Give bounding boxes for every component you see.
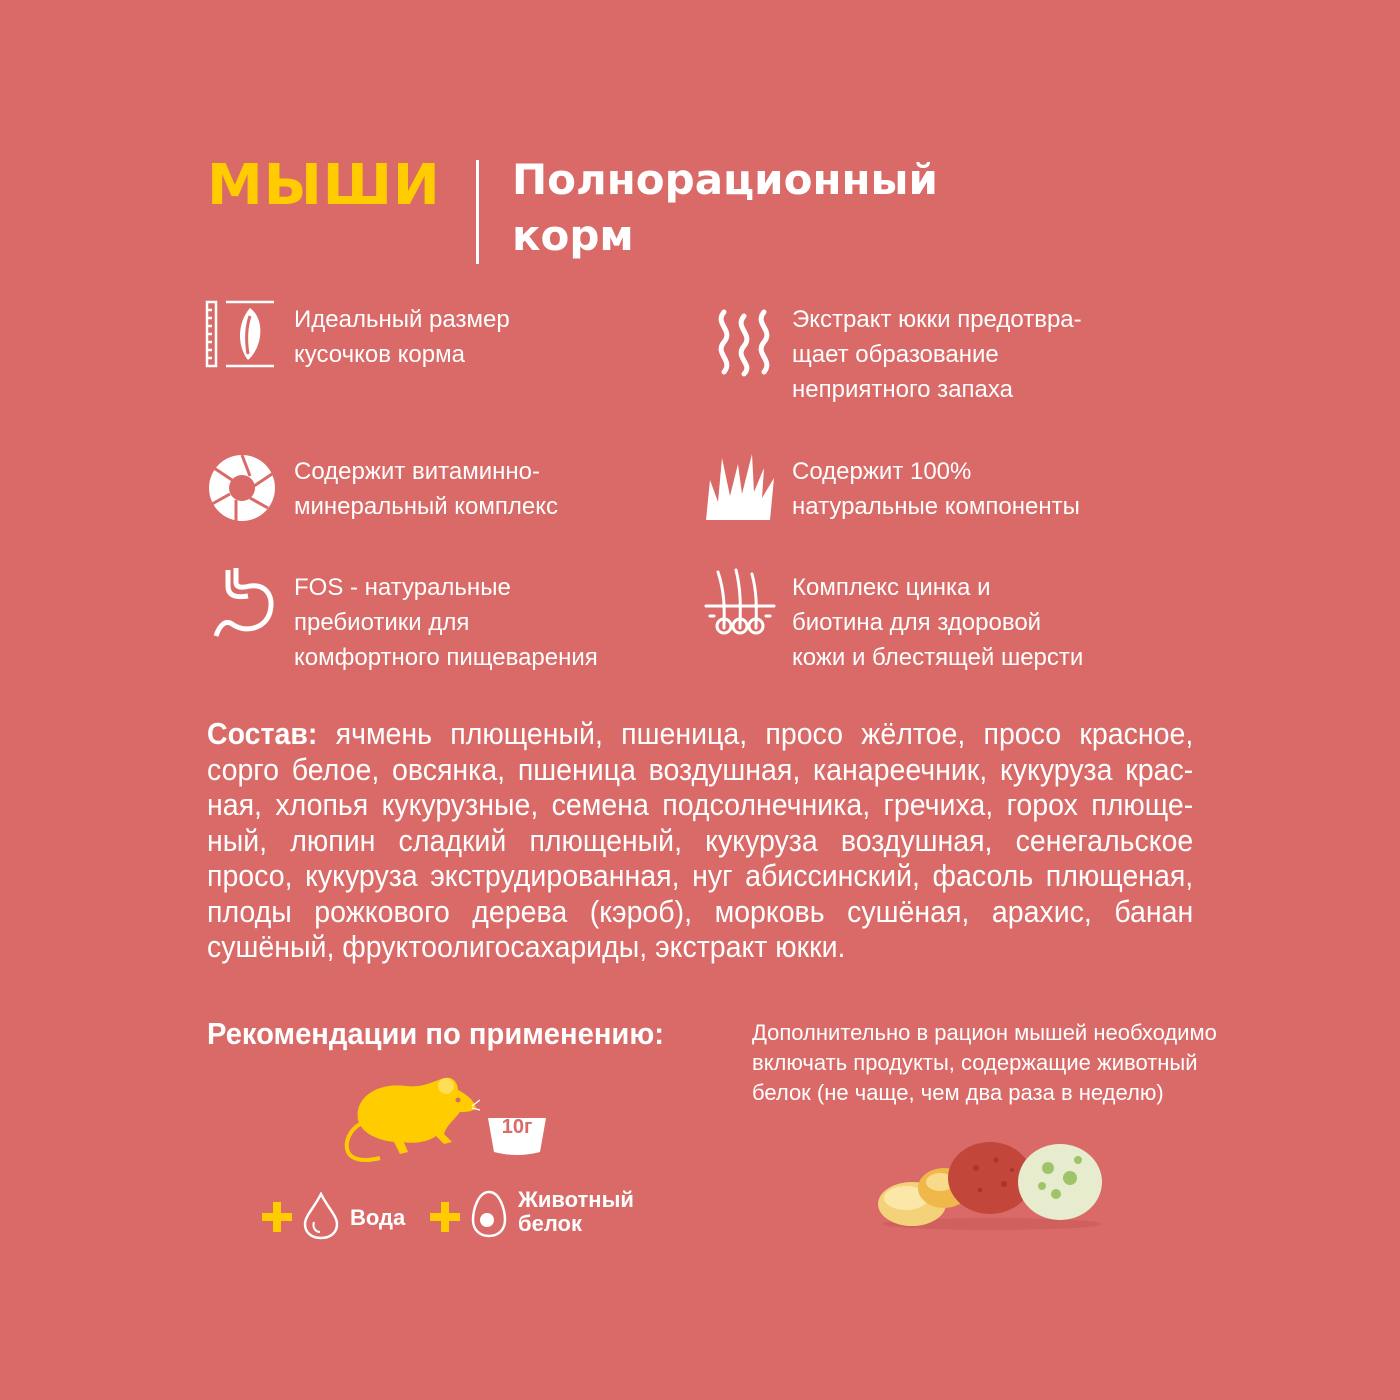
water-label: Вода — [350, 1205, 406, 1230]
composition-ingredients: ячмень плющеный, пшеница, просо жёлтое, просо красное, сорго белое, овсянка, пшеница воздушная, канареечник, кукуруза красная, хлопья кукурузные, семена подсолнечника, гречиха, горох плющеный, люпин сладкий плющеный, кукуруза воздушная, сенегальское просо, кукуруза экструдированная, нуг абиссинский, фасоль плющеная, плоды рожкового дерева (кэроб), морковь сушёная, арахис, банан сушёный, фруктоолигосахариды, экстракт юкки. — [207, 716, 1194, 964]
food-pieces-image — [872, 1128, 1112, 1232]
feature-fos-text: FOS - натуральные пребиотики для комфортного пищеварения — [294, 574, 598, 671]
portion-label: 10г — [501, 1116, 533, 1138]
protein-label: Животный белок — [518, 1187, 634, 1236]
composition-text — [207, 716, 1193, 965]
recommendations-title: Рекомендации по применению: — [207, 1016, 664, 1051]
stomach-icon — [206, 566, 278, 638]
mouse-icon — [340, 1072, 480, 1167]
composition-label: Состав: — [207, 716, 318, 751]
feature-size-text: Идеальный размер кусочков корма — [294, 306, 510, 368]
plus-icon — [262, 1202, 292, 1232]
feature-yucca-text: Экстракт юкки предотвра- щает образование неприятного запаха — [792, 306, 1082, 403]
plus-icon — [430, 1202, 460, 1232]
odor-waves-icon — [708, 306, 780, 378]
egg-icon — [470, 1190, 508, 1238]
grass-icon — [704, 450, 776, 522]
page-subtitle: Полнорационный корм — [512, 155, 938, 260]
feature-natural-text: Содержит 100% натуральные компоненты — [792, 458, 1080, 520]
size-ruler-icon — [204, 298, 276, 370]
header-divider — [476, 160, 479, 264]
skin-hair-icon — [704, 566, 776, 638]
water-drop-icon — [302, 1192, 340, 1240]
feature-zinc-text: Комплекс цинка и биотина для здоровой кожи и блестящей шерсти — [792, 574, 1084, 671]
extra-note: Дополнительно в рацион мышей необходимо включать продукты, содержащие животный белок (не чаще, чем два раза в неделю) — [752, 1020, 1217, 1105]
brand-title: МЫШИ — [207, 153, 441, 218]
feature-vitamin-text: Содержит витаминно- минеральный комплекс — [294, 458, 559, 520]
vitamin-aperture-icon — [206, 452, 278, 524]
